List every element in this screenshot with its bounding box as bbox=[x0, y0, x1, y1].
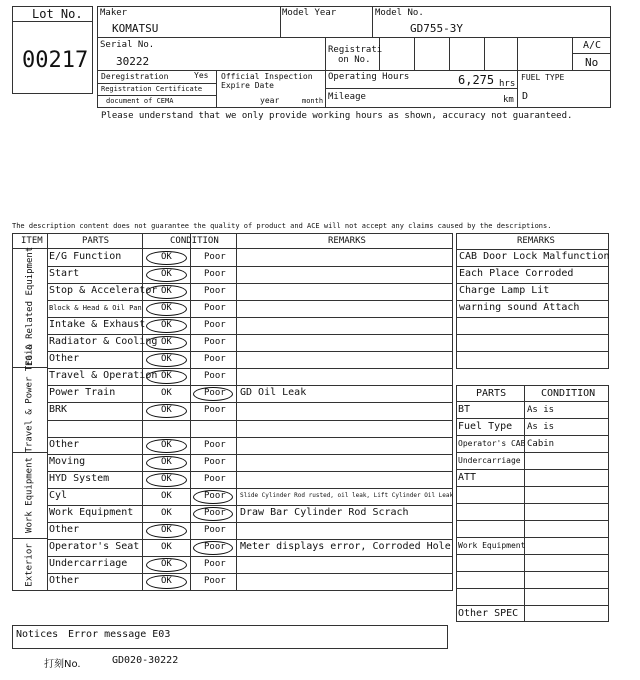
ac-value: No bbox=[585, 56, 599, 69]
remark-text: Meter displays error, Corroded Hole bbox=[240, 541, 451, 552]
ok-circle bbox=[146, 302, 187, 316]
right-part-name: ATT bbox=[458, 472, 477, 483]
right-part-condition: As is bbox=[527, 405, 555, 415]
ok-option: OK bbox=[161, 405, 172, 415]
poor-option: Poor bbox=[204, 286, 226, 296]
right-part-name: Undercarriage bbox=[458, 456, 521, 465]
ok-circle bbox=[146, 336, 187, 350]
part-name: BRK bbox=[49, 404, 68, 415]
right-part-name: Fuel Type bbox=[458, 421, 513, 432]
ok-option: OK bbox=[161, 269, 172, 279]
part-name: Travel & Operation bbox=[49, 370, 158, 381]
stamp-label: 打刻No. bbox=[44, 659, 81, 670]
poor-option: Poor bbox=[204, 474, 226, 484]
part-name: Stop & Accelerator bbox=[49, 285, 158, 296]
month-label: month bbox=[302, 97, 324, 105]
ok-circle bbox=[146, 575, 187, 589]
poor-option: Poor bbox=[204, 354, 226, 364]
col-item-header: ITEM bbox=[21, 236, 43, 246]
official-inspection-label-1: Official Inspection bbox=[221, 72, 313, 81]
ok-option: OK bbox=[161, 508, 172, 518]
part-name: Other bbox=[49, 353, 80, 364]
ok-option: OK bbox=[161, 388, 172, 398]
right-remarks-title: REMARKS bbox=[517, 236, 555, 246]
ok-circle bbox=[146, 404, 187, 418]
maker-value: KOMATSU bbox=[112, 22, 159, 35]
poor-option: Poor bbox=[204, 508, 226, 518]
operating-hours-value: 6,275 bbox=[458, 73, 495, 87]
deregistration-value: Yes bbox=[194, 71, 209, 80]
poor-circle bbox=[193, 507, 233, 521]
part-name: Radiator & Cooling bbox=[49, 336, 158, 347]
ok-circle bbox=[146, 456, 187, 470]
poor-circle bbox=[193, 541, 233, 555]
group-exterior: Exterior bbox=[24, 543, 35, 587]
poor-option: Poor bbox=[204, 405, 226, 415]
part-name: Moving bbox=[49, 456, 86, 467]
ok-option: OK bbox=[161, 337, 172, 347]
fuel-type-value: D bbox=[522, 91, 529, 102]
hours-notice: Please understand that we only provide working hours as shown, accuracy not guaranteed. bbox=[101, 111, 573, 121]
ok-circle bbox=[146, 558, 187, 572]
ok-option: OK bbox=[161, 371, 172, 381]
model-no-value: GD755-3Y bbox=[410, 22, 463, 35]
registration-label-1: Registrati bbox=[328, 45, 383, 55]
poor-option: Poor bbox=[204, 457, 226, 467]
part-name: Undercarriage bbox=[49, 558, 128, 569]
year-label: year bbox=[260, 96, 280, 105]
registration-certificate-label: Registration Certificate bbox=[101, 85, 203, 93]
maker-label: Maker bbox=[100, 8, 128, 18]
stamp-value: GD020-30222 bbox=[112, 655, 179, 666]
ok-circle bbox=[146, 524, 187, 538]
document-of-cema-label: document of CEMA bbox=[106, 97, 174, 105]
right-parts-header: PARTS bbox=[476, 388, 507, 399]
col-condition-header: CONDITION bbox=[170, 236, 219, 246]
right-remark-line: warning sound Attach bbox=[459, 302, 580, 313]
poor-circle bbox=[193, 490, 233, 504]
part-name: Work Equipment bbox=[49, 507, 134, 518]
mileage-label: Mileage bbox=[328, 92, 366, 102]
disclaimer: The description content does not guarantee the quality of product and ACE will not accept any claims caused by the descriptions. bbox=[12, 222, 552, 230]
poor-option: Poor bbox=[204, 491, 226, 501]
remark-text: Draw Bar Cylinder Rod Scrach bbox=[240, 507, 409, 518]
group-work-equipment: Work Equipment bbox=[24, 457, 35, 533]
notices-text: Error message E03 bbox=[68, 629, 171, 640]
hrs-unit: hrs bbox=[499, 79, 516, 89]
ok-option: OK bbox=[161, 576, 172, 586]
ok-circle bbox=[146, 319, 187, 333]
part-name: Power Train bbox=[49, 387, 116, 398]
ok-option: OK bbox=[161, 474, 172, 484]
ok-option: OK bbox=[161, 252, 172, 262]
col-remarks-header: REMARKS bbox=[328, 236, 366, 246]
poor-circle bbox=[193, 387, 233, 401]
ok-option: OK bbox=[161, 354, 172, 364]
part-name: Other bbox=[49, 575, 80, 586]
ok-option: OK bbox=[161, 525, 172, 535]
ok-circle bbox=[146, 439, 187, 453]
remark-text: Slide Cylinder Rod rusted, oil leak, Lift Cylinder Oil Leak bbox=[240, 492, 454, 499]
registration-label-2: on No. bbox=[338, 55, 371, 65]
right-remark-line: CAB Door Lock Malfunction bbox=[459, 251, 610, 262]
poor-option: Poor bbox=[204, 388, 226, 398]
ok-option: OK bbox=[161, 542, 172, 552]
poor-option: Poor bbox=[204, 525, 226, 535]
lot-no-label: Lot No. bbox=[32, 7, 83, 21]
right-part-name: Other SPEC bbox=[458, 608, 519, 619]
model-no-label: Model No. bbox=[375, 8, 424, 18]
group-eg-related: EG & Related Equipment bbox=[25, 246, 35, 366]
right-part-condition: Cabin bbox=[527, 439, 555, 449]
poor-option: Poor bbox=[204, 542, 226, 552]
right-condition-header: CONDITION bbox=[541, 388, 596, 399]
poor-option: Poor bbox=[204, 576, 226, 586]
ok-circle bbox=[146, 251, 187, 265]
ok-circle bbox=[146, 353, 187, 367]
part-name: Block & Head & Oil Pan bbox=[49, 304, 142, 312]
km-unit: km bbox=[503, 95, 514, 105]
part-name: Intake & Exhaust bbox=[49, 319, 146, 330]
part-name: Other bbox=[49, 524, 80, 535]
part-name: E/G Function bbox=[49, 251, 122, 262]
part-name: Other bbox=[49, 439, 80, 450]
part-name: Cyl bbox=[49, 490, 68, 501]
ok-option: OK bbox=[161, 440, 172, 450]
right-part-name: Operator's CAB bbox=[458, 439, 526, 448]
notices-label: Notices bbox=[16, 629, 59, 640]
part-name: Operator's Seat bbox=[49, 541, 140, 552]
col-parts-header: PARTS bbox=[82, 236, 110, 246]
group-travel-power: Travel & Power Train bbox=[24, 344, 35, 453]
poor-option: Poor bbox=[204, 320, 226, 330]
ok-circle bbox=[146, 370, 187, 384]
poor-option: Poor bbox=[204, 440, 226, 450]
serial-no-label: Serial No. bbox=[100, 40, 155, 50]
ac-label: A/C bbox=[583, 40, 602, 51]
poor-option: Poor bbox=[204, 269, 226, 279]
ok-circle bbox=[146, 268, 187, 282]
ok-option: OK bbox=[161, 303, 172, 313]
right-remark-line: Each Place Corroded bbox=[459, 268, 574, 279]
serial-no-value: 30222 bbox=[116, 55, 150, 68]
ok-option: OK bbox=[161, 320, 172, 330]
ok-option: OK bbox=[161, 559, 172, 569]
right-part-condition: As is bbox=[527, 422, 555, 432]
right-part-name: Work Equipment bbox=[458, 541, 526, 550]
official-inspection-label-2: Expire Date bbox=[221, 81, 274, 90]
right-remark-line: Charge Lamp Lit bbox=[459, 285, 550, 296]
poor-option: Poor bbox=[204, 303, 226, 313]
ok-option: OK bbox=[161, 286, 172, 296]
part-name: HYD System bbox=[49, 473, 110, 484]
part-name: Start bbox=[49, 268, 80, 279]
ok-option: OK bbox=[161, 491, 172, 501]
poor-option: Poor bbox=[204, 337, 226, 347]
deregistration-label: Deregistration bbox=[101, 72, 169, 81]
fuel-type-label: FUEL TYPE bbox=[521, 73, 565, 82]
ok-option: OK bbox=[161, 457, 172, 467]
remark-text: GD Oil Leak bbox=[240, 387, 307, 398]
model-year-label: Model Year bbox=[282, 8, 337, 18]
poor-option: Poor bbox=[204, 559, 226, 569]
ok-circle bbox=[146, 285, 187, 299]
operating-hours-label: Operating Hours bbox=[328, 72, 410, 82]
poor-option: Poor bbox=[204, 252, 226, 262]
poor-option: Poor bbox=[204, 371, 226, 381]
ok-circle bbox=[146, 473, 187, 487]
right-part-name: BT bbox=[458, 404, 471, 415]
lot-no-value: 00217 bbox=[22, 48, 89, 73]
